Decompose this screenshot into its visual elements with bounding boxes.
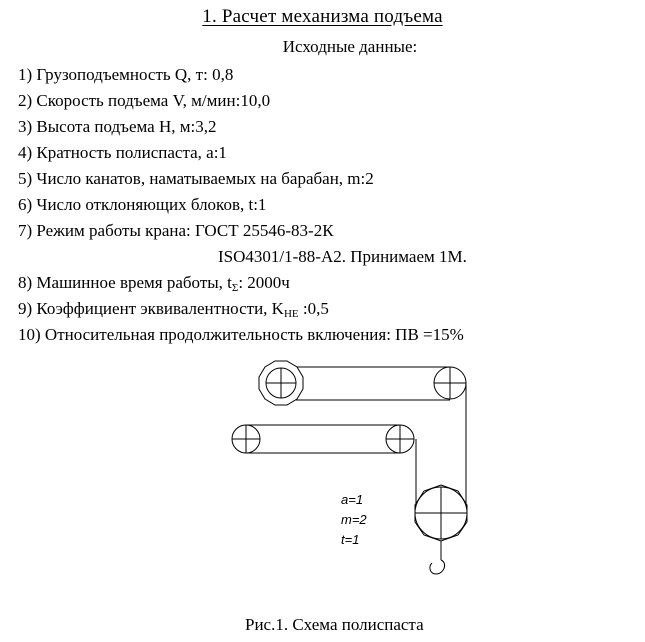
pulley-hook-block: [415, 485, 467, 541]
machine-time-sub: Σ: [231, 282, 239, 294]
list-item-deflection-blocks: 6) Число отклоняющих блоков, t:1: [18, 195, 267, 214]
machine-time-suffix: : 2000ч: [238, 273, 290, 292]
hook: [430, 560, 445, 574]
list-item-capacity: 1) Грузоподъемность Q, т: 0,8: [18, 65, 234, 84]
section-title-text: 1. Расчет механизма подъема: [202, 6, 443, 27]
equivalence-sub: HE: [283, 308, 299, 320]
diagram-label-a: a=1: [341, 492, 364, 507]
pulley-top-right: [434, 367, 466, 399]
pulley-middle-left: [232, 425, 260, 453]
list-item-lift-speed: 2) Скорость подъема V, м/мин:10,0: [18, 91, 271, 110]
equivalence-suffix: :0,5: [298, 299, 329, 318]
list-item-rope-count: 5) Число канатов, наматываемых на барабан, m:2: [18, 169, 374, 188]
list-item-pulley-ratio: 4) Кратность полиспаста, a:1: [18, 143, 227, 162]
pulley-middle-right: [386, 425, 414, 453]
pulley-top-left: [259, 361, 303, 405]
equivalence-prefix: 9) Коэффициент эквивалентности, K: [18, 299, 284, 318]
diagram-label-t: t=1: [341, 532, 360, 547]
list-item-duty-cycle: 10) Относительная продолжительность включения: ПВ =15%: [18, 325, 464, 344]
list-item-crane-mode: 7) Режим работы крана: ГОСТ 25546-83-2К: [18, 221, 334, 240]
figure-caption: Рис.1. Схема полиспаста: [245, 615, 424, 634]
list-item-crane-mode-cont: ISO4301/1-88-A2. Принимаем 1М.: [218, 247, 467, 266]
subtitle: Исходные данные:: [282, 37, 418, 56]
diagram-label-m: m=2: [341, 512, 367, 527]
machine-time-prefix: 8) Машинное время работы, t: [18, 273, 232, 292]
list-item-lift-height: 3) Высота подъема H, м:3,2: [18, 117, 217, 136]
